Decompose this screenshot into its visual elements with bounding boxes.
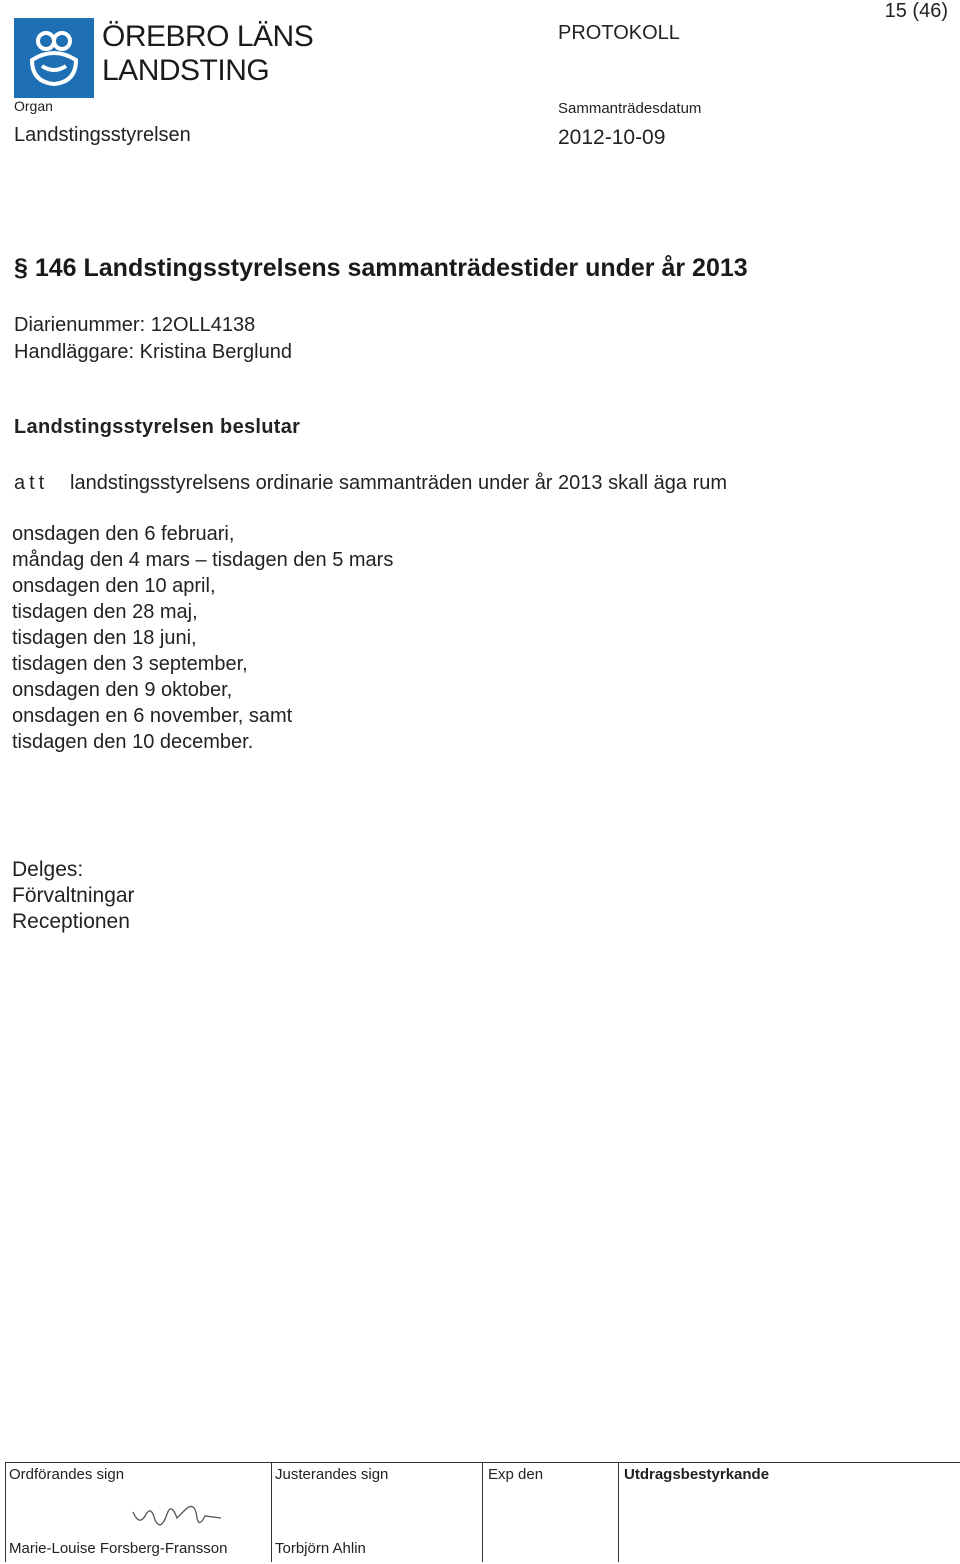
- signature-table: [5, 1462, 960, 1562]
- list-item: onsdagen den 9 oktober,: [12, 679, 233, 701]
- meeting-date-value: 2012-10-09: [558, 126, 666, 149]
- meeting-date-label: Sammanträdesdatum: [558, 100, 702, 117]
- decision-title: Landstingsstyrelsen beslutar: [14, 416, 301, 438]
- decision-text: landstingsstyrelsens ordinarie sammanträden under år 2013 skall äga rum: [70, 472, 728, 494]
- logo-line-1: ÖREBRO LÄNS: [102, 20, 314, 53]
- distribution: [12, 857, 135, 935]
- handwritten-signature-icon: [125, 1492, 255, 1536]
- chair-sign-label: Ordförandes sign: [9, 1466, 125, 1483]
- column-divider: [5, 1462, 6, 1562]
- distribution-label: Delges:: [12, 858, 84, 881]
- list-item: onsdagen den 6 februari,: [12, 523, 235, 545]
- column-divider: [618, 1462, 619, 1562]
- recipient: Förvaltningar: [12, 884, 135, 907]
- exp-date-label: Exp den: [488, 1466, 544, 1483]
- section-heading: § 146 Landstingsstyrelsens sammanträdestider under år 2013: [14, 254, 748, 282]
- list-item: tisdagen den 18 juni,: [12, 627, 197, 649]
- logo-mark: [14, 18, 94, 98]
- meeting-dates-list: [12, 521, 393, 755]
- column-divider: [482, 1462, 483, 1562]
- handlaggare: Handläggare: Kristina Berglund: [14, 341, 292, 363]
- list-item: tisdagen den 28 maj,: [12, 601, 198, 623]
- adjuster-name: Torbjörn Ahlin: [275, 1540, 366, 1557]
- recipient: Receptionen: [12, 910, 130, 933]
- page-number: 15 (46): [884, 0, 948, 22]
- mother-child-logo-icon: [22, 26, 86, 90]
- adjuster-sign-label: Justerandes sign: [275, 1466, 389, 1483]
- logo-line-2: LANDSTING: [102, 54, 270, 87]
- list-item: tisdagen den 3 september,: [12, 653, 248, 675]
- logo-wordmark: [102, 20, 313, 88]
- column-divider: [271, 1462, 272, 1562]
- diarienummer: Diarienummer: 12OLL4138: [14, 314, 256, 336]
- chair-name: Marie-Louise Forsberg-Fransson: [9, 1540, 228, 1557]
- list-item: onsdagen den 10 april,: [12, 575, 216, 597]
- certification-label: Utdragsbestyrkande: [624, 1466, 770, 1483]
- att-word: att: [14, 472, 49, 494]
- list-item: tisdagen den 10 december.: [12, 731, 254, 753]
- document-type: PROTOKOLL: [558, 22, 680, 44]
- list-item: måndag den 4 mars – tisdagen den 5 mars: [12, 549, 394, 571]
- list-item: onsdagen en 6 november, samt: [12, 705, 293, 727]
- organ-label: Organ: [14, 98, 53, 114]
- organ-value: Landstingsstyrelsen: [14, 124, 191, 146]
